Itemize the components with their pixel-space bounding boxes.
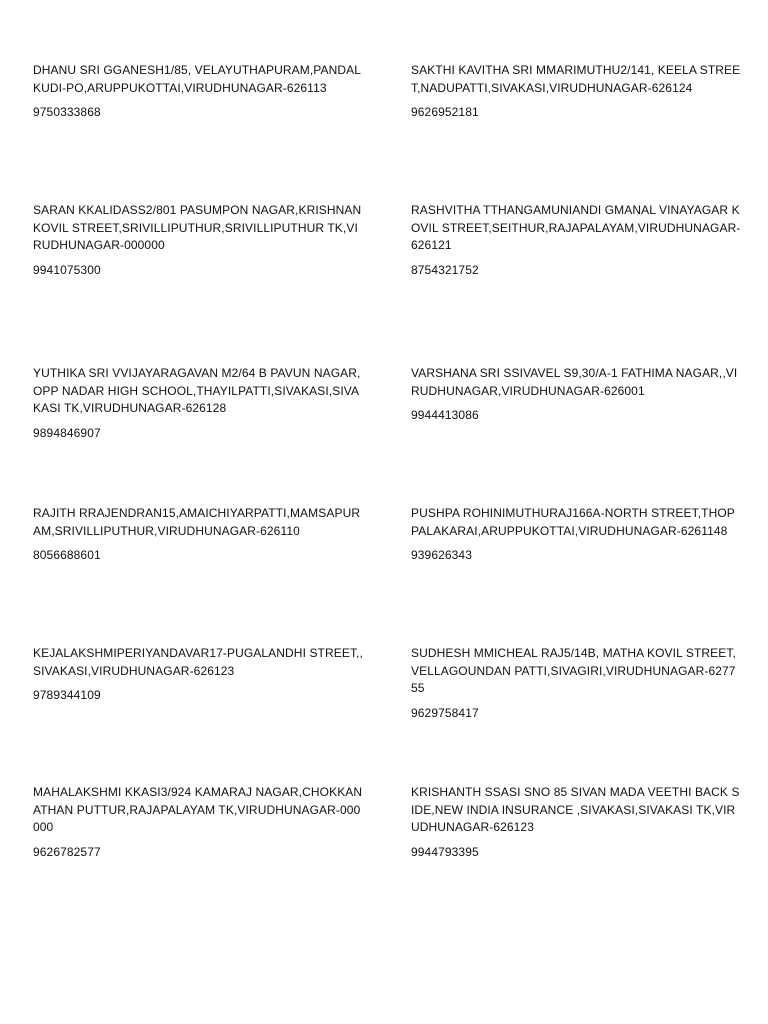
address-label	[411, 62, 741, 122]
label-phone: 9629758417	[411, 705, 479, 720]
label-phone: 9894846907	[33, 425, 101, 440]
label-address: RASHVITHA TTHANGAMUNIANDI GMANAL VINAYAGAR KOVIL STREET,SEITHUR,RAJAPALAYAM,VIRUDHUNAGAR-626121	[411, 203, 741, 252]
label-phone: 9789344109	[33, 688, 101, 702]
label-phone: 9750333868	[33, 105, 101, 119]
label-phone: 9944793395	[411, 844, 479, 859]
label-address: MAHALAKSHMI KKASI3/924 KAMARAJ NAGAR,CHOKKANATHAN PUTTUR,RAJAPALAYAM TK,VIRUDHUNAGAR-000000	[33, 785, 363, 834]
address-label	[411, 645, 741, 722]
label-phone: 8754321752	[411, 262, 479, 277]
address-label	[33, 202, 363, 279]
label-address: DHANU SRI GGANESH1/85, VELAYUTHAPURAM,PANDALKUDI-PO,ARUPPUKOTTAI,VIRUDHUNAGAR-626113	[33, 63, 362, 95]
label-phone: 9626952181	[411, 105, 479, 119]
label-phone: 9944413086	[411, 408, 479, 422]
label-address: SUDHESH MMICHEAL RAJ5/14B, MATHA KOVIL STREET,VELLAGOUNDAN PATTI,SIVAGIRI,VIRUDHUNAGAR-627755	[411, 646, 736, 695]
label-address: PUSHPA ROHINIMUTHURAJ166A-NORTH STREET,THOPPALAKARAI,ARUPPUKOTTAI,VIRUDHUNAGAR-6261148	[411, 506, 735, 538]
label-address: KRISHANTH SSASI SNO 85 SIVAN MADA VEETHI BACK SIDE,NEW INDIA INSURANCE ,SIVAKASI,SIVAKASI TK,VIRUDHUNAGAR-626123	[411, 785, 740, 834]
address-label	[411, 365, 741, 425]
address-label	[33, 365, 363, 442]
address-label	[411, 505, 741, 565]
address-label	[33, 784, 363, 861]
address-label	[411, 784, 741, 861]
label-address: SAKTHI KAVITHA SRI MMARIMUTHU2/141, KEELA STREET,NADUPATTI,SIVAKASI,VIRUDHUNAGAR-626124	[411, 63, 741, 95]
label-phone: 9941075300	[33, 262, 101, 277]
address-label	[33, 505, 363, 565]
label-address: VARSHANA SRI SSIVAVEL S9,30/A-1 FATHIMA NAGAR,,VIRUDHUNAGAR,VIRUDHUNAGAR-626001	[411, 366, 738, 398]
address-label	[411, 202, 741, 279]
label-phone: 939626343	[411, 548, 472, 562]
label-phone: 8056688601	[33, 548, 101, 562]
label-phone: 9626782577	[33, 844, 101, 859]
label-address: YUTHIKA SRI VVIJAYARAGAVAN M2/64 B PAVUN NAGAR,OPP NADAR HIGH SCHOOL,THAYILPATTI,SIVAKASI,SIVAKASI TK,VIRUDHUNAGAR-626128	[33, 366, 361, 415]
label-address: KEJALAKSHMIPERIYANDAVAR17-PUGALANDHI STREET,,SIVAKASI,VIRUDHUNAGAR-626123	[33, 646, 363, 678]
label-address: SARAN KKALIDASS2/801 PASUMPON NAGAR,KRISHNAN KOVIL STREET,SRIVILLIPUTHUR,SRIVILLIPUTHUR TK,VIRUDHUNAGAR-000000	[33, 203, 362, 252]
address-label	[33, 62, 363, 122]
label-address: RAJITH RRAJENDRAN15,AMAICHIYARPATTI,MAMSAPURAM,SRIVILLIPUTHUR,VIRUDHUNAGAR-626110	[33, 506, 361, 538]
address-label	[33, 645, 363, 705]
